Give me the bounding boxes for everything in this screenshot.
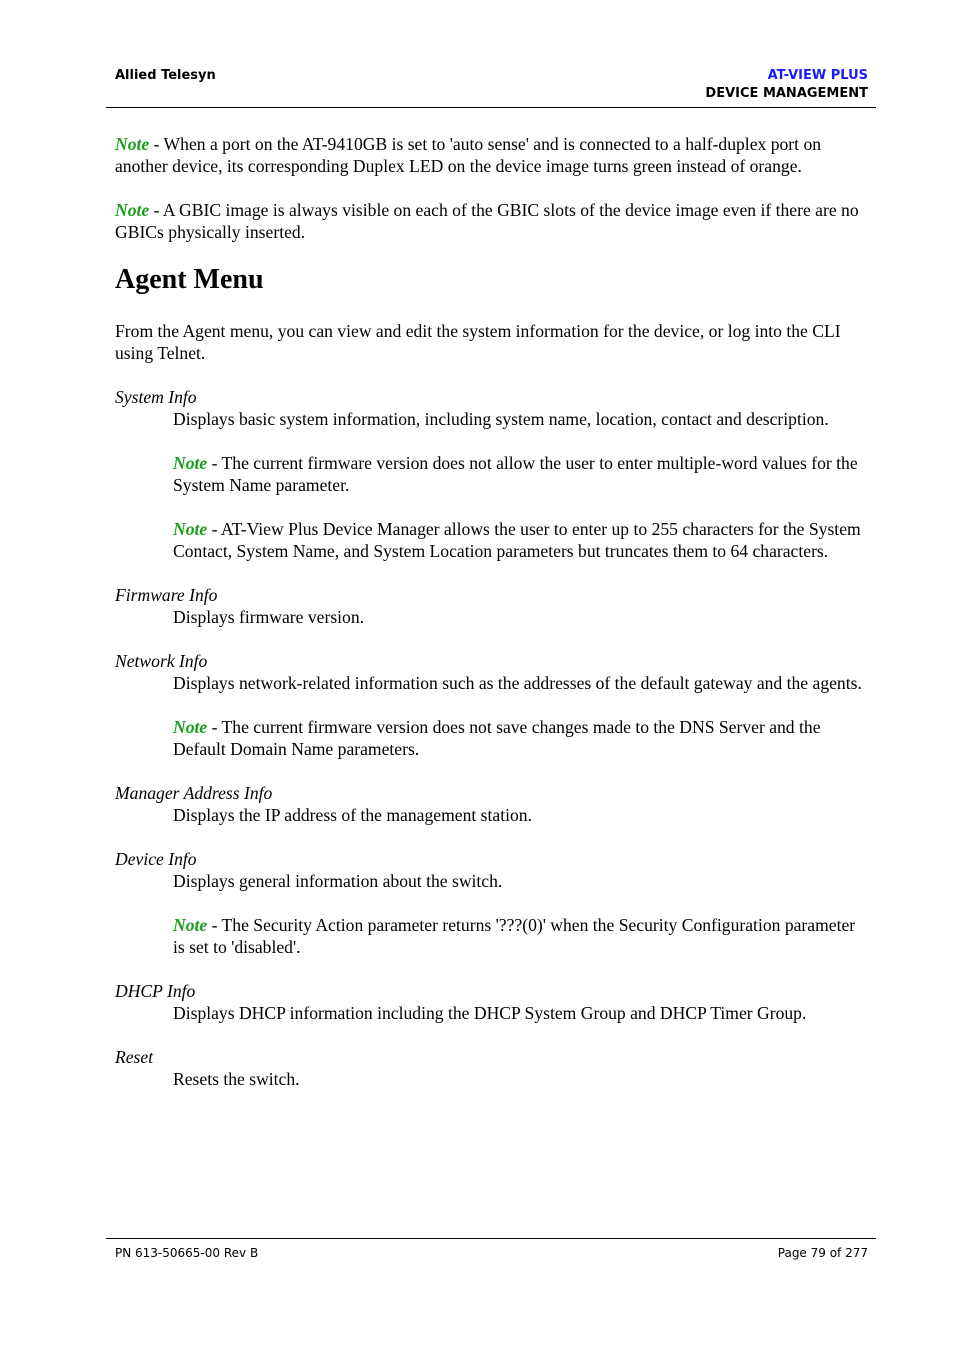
description: Displays basic system information, including system name, location, contact and description. <box>173 409 829 429</box>
note-paragraph <box>173 716 871 760</box>
note-text: - The current firmware version does not allow the user to enter multiple-word values for the System Name parameter. <box>173 453 858 495</box>
description: Displays DHCP information including the DHCP System Group and DHCP Timer Group. <box>173 1003 807 1023</box>
note-label: Note <box>173 717 208 737</box>
menu-item-dhcp-info <box>115 980 871 1024</box>
term: Network Info <box>115 651 208 671</box>
part-number: PN 613-50665-00 Rev B <box>115 1246 259 1260</box>
note-label: Note <box>173 519 208 539</box>
menu-item-network-info <box>115 650 871 760</box>
note-label: Note <box>173 453 208 473</box>
term: DHCP Info <box>115 981 196 1001</box>
note-label: Note <box>115 200 150 220</box>
note-text: - AT-View Plus Device Manager allows the user to enter up to 255 characters for the System Contact, System Name, and System Location parameters but truncates them to 64 characters. <box>173 519 861 561</box>
page-number: Page 79 of 277 <box>777 1246 868 1260</box>
intro-paragraph: From the Agent menu, you can view and edit the system information for the device, or log into the CLI using Telnet. <box>115 321 841 363</box>
section-name: DEVICE MANAGEMENT <box>705 86 868 101</box>
note-text: - When a port on the AT-9410GB is set to 'auto sense' and is connected to a half-duplex port on another device, its corresponding Duplex LED on the device image turns green instead of orange. <box>115 134 822 176</box>
note-text: - The current firmware version does not save changes made to the DNS Server and the Default Domain Name parameters. <box>173 717 821 759</box>
description: Displays network-related information such as the addresses of the default gateway and the agents. <box>173 673 862 693</box>
term: System Info <box>115 387 197 407</box>
note-paragraph <box>115 199 871 243</box>
note-label: Note <box>173 915 208 935</box>
product-name: AT-VIEW PLUS <box>767 68 868 83</box>
note-paragraph <box>173 914 871 958</box>
term: Device Info <box>115 849 197 869</box>
term: Firmware Info <box>115 585 218 605</box>
note-paragraph <box>173 518 871 562</box>
description: Displays the IP address of the management station. <box>173 805 532 825</box>
note-paragraph <box>115 133 871 177</box>
note-paragraph <box>173 452 871 496</box>
menu-item-manager-address-info <box>115 782 871 826</box>
menu-item-reset <box>115 1046 871 1090</box>
menu-item-device-info <box>115 848 871 958</box>
description: Displays firmware version. <box>173 607 365 627</box>
description: Resets the switch. <box>173 1069 300 1089</box>
page-content <box>115 133 871 1090</box>
page-footer <box>106 1238 876 1269</box>
menu-item-system-info <box>115 386 871 562</box>
menu-item-firmware-info <box>115 584 871 628</box>
term: Reset <box>115 1047 154 1067</box>
description: Displays general information about the switch. <box>173 871 503 891</box>
note-text: - A GBIC image is always visible on each of the GBIC slots of the device image even if there are no GBICs physically inserted. <box>115 200 859 242</box>
note-label: Note <box>115 134 150 154</box>
term: Manager Address Info <box>115 783 273 803</box>
note-text: - The Security Action parameter returns '???(0)' when the Security Configuration parameter is set to 'disabled'. <box>173 915 856 957</box>
page-header <box>106 62 876 108</box>
section-heading: Agent Menu <box>115 264 264 295</box>
company-name: Allied Telesyn <box>115 68 216 83</box>
